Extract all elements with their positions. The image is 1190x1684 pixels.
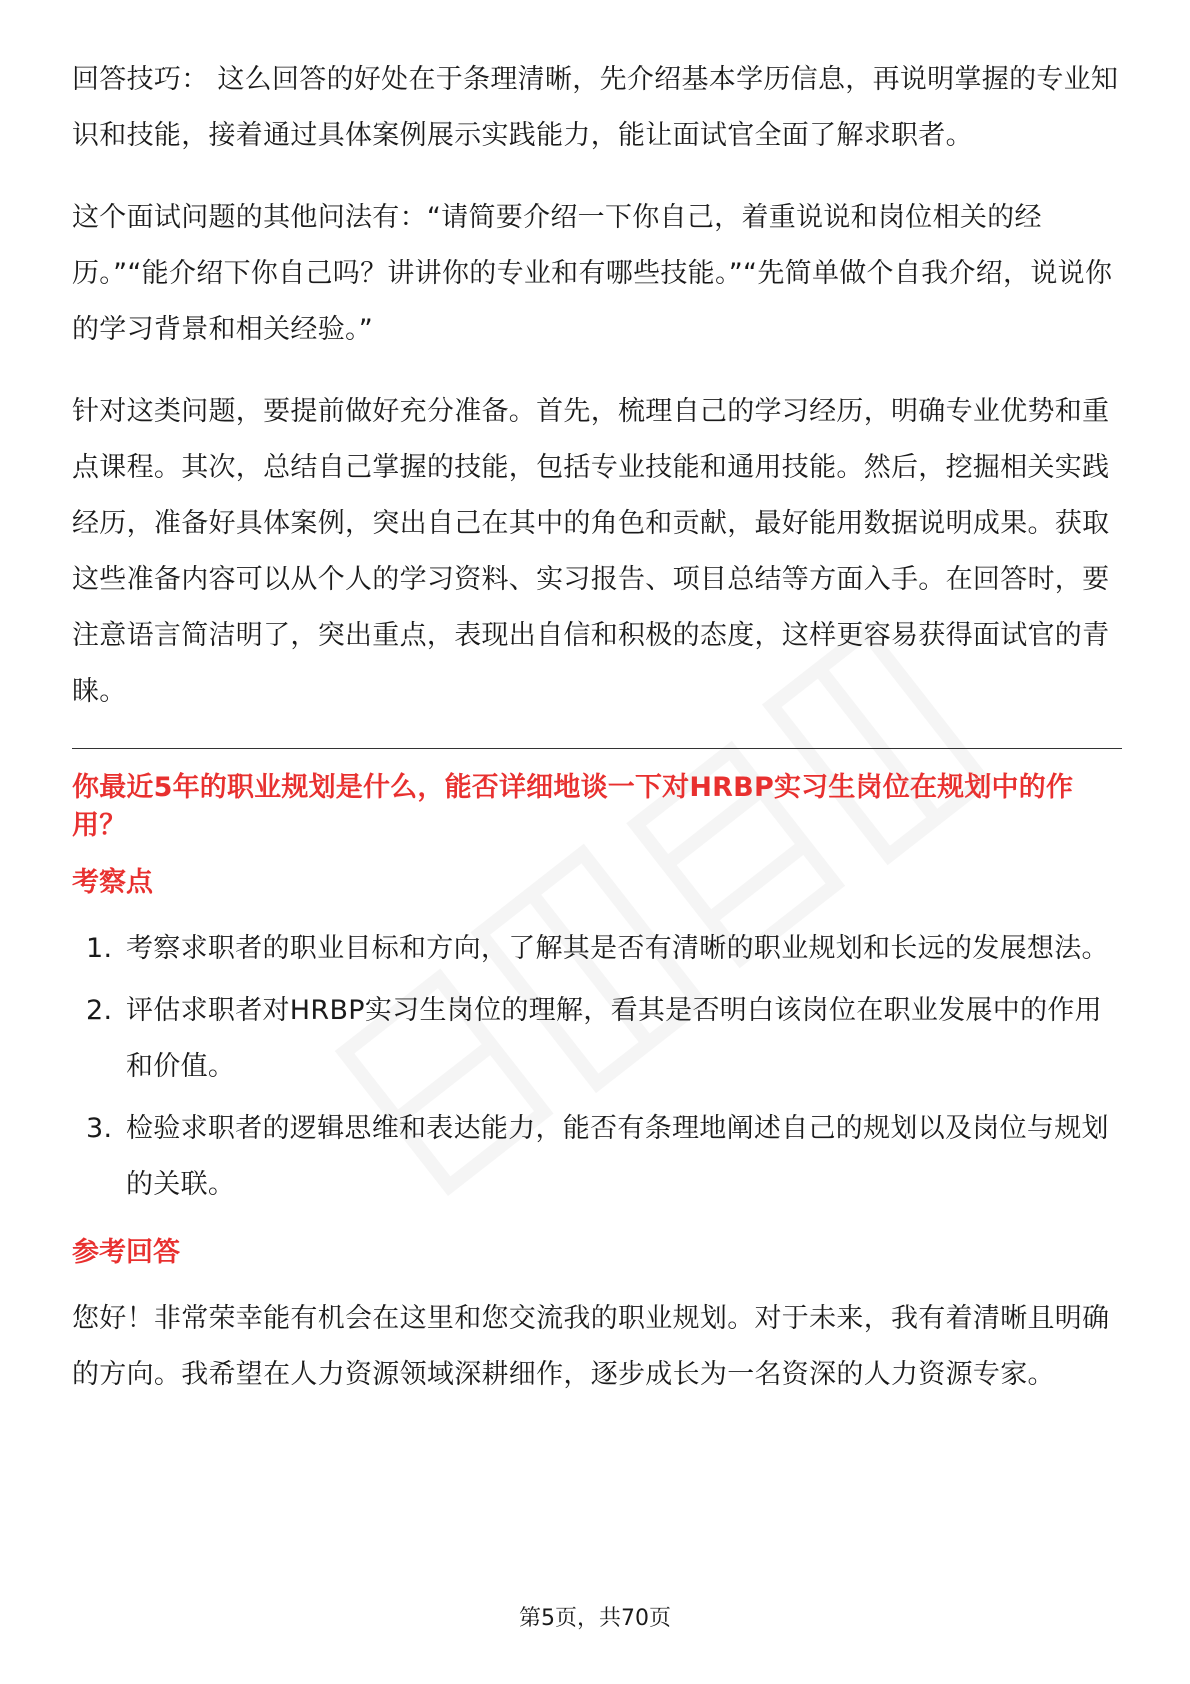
list-item-text: 检验求职者的逻辑思维和表达能力，能否有条理地阐述自己的规划以及岗位与规划的关联。	[126, 1113, 1109, 1200]
focus-points-list	[72, 921, 1122, 1213]
alternative-questions-paragraph: 这个面试问题的其他问法有：“请简要介绍一下你自己，着重说说和岗位相关的经历。”“能介绍下你自己吗？讲讲你的专业和有哪些技能。”“先简单做个自我介绍，说说你的学习背景和相关经验。”	[72, 202, 1113, 345]
page-content	[72, 52, 1122, 1429]
reference-answer-paragraph: 您好！非常荣幸能有机会在这里和您交流我的职业规划。对于未来，我有着清晰且明确的方向。我希望在人力资源领域深耕细作，逐步成长为一名资深的人力资源专家。	[72, 1303, 1110, 1390]
list-item-number: 2.	[86, 995, 113, 1026]
section-divider	[72, 748, 1122, 749]
list-item-number: 3.	[86, 1113, 113, 1144]
interview-question-title: 你最近5年的职业规划是什么，能否详细地谈一下对HRBP实习生岗位在规划中的作用？	[72, 772, 1074, 841]
list-item-number: 1.	[86, 933, 113, 964]
list-item	[72, 1101, 1122, 1213]
list-item	[72, 921, 1122, 977]
page-number-footer: 第5页，共70页	[519, 1606, 671, 1631]
list-item	[72, 983, 1122, 1095]
list-item-text: 评估求职者对HRBP实习生岗位的理解，看其是否明白该岗位在职业发展中的作用和价值。	[126, 995, 1102, 1082]
reference-answer-heading: 参考回答	[72, 1237, 180, 1268]
list-item-text: 考察求职者的职业目标和方向，了解其是否有清晰的职业规划和长远的发展想法。	[126, 933, 1109, 964]
focus-points-heading: 考察点	[72, 867, 153, 898]
preparation-advice-paragraph: 针对这类问题，要提前做好充分准备。首先，梳理自己的学习经历，明确专业优势和重点课程。其次，总结自己掌握的技能，包括专业技能和通用技能。然后，挖掘相关实践经历，准备好具体案例，突出自己在其中的角色和贡献，最好能用数据说明成果。获取这些准备内容可以从个人的学习资料、实习报告、项目总结等方面入手。在回答时，要注意语言简洁明了，突出重点，表现出自信和积极的态度，这样更容易获得面试官的青睐。	[72, 396, 1110, 707]
answer-tip-paragraph: 回答技巧： 这么回答的好处在于条理清晰，先介绍基本学历信息，再说明掌握的专业知识和技能，接着通过具体案例展示实践能力，能让面试官全面了解求职者。	[72, 64, 1119, 151]
